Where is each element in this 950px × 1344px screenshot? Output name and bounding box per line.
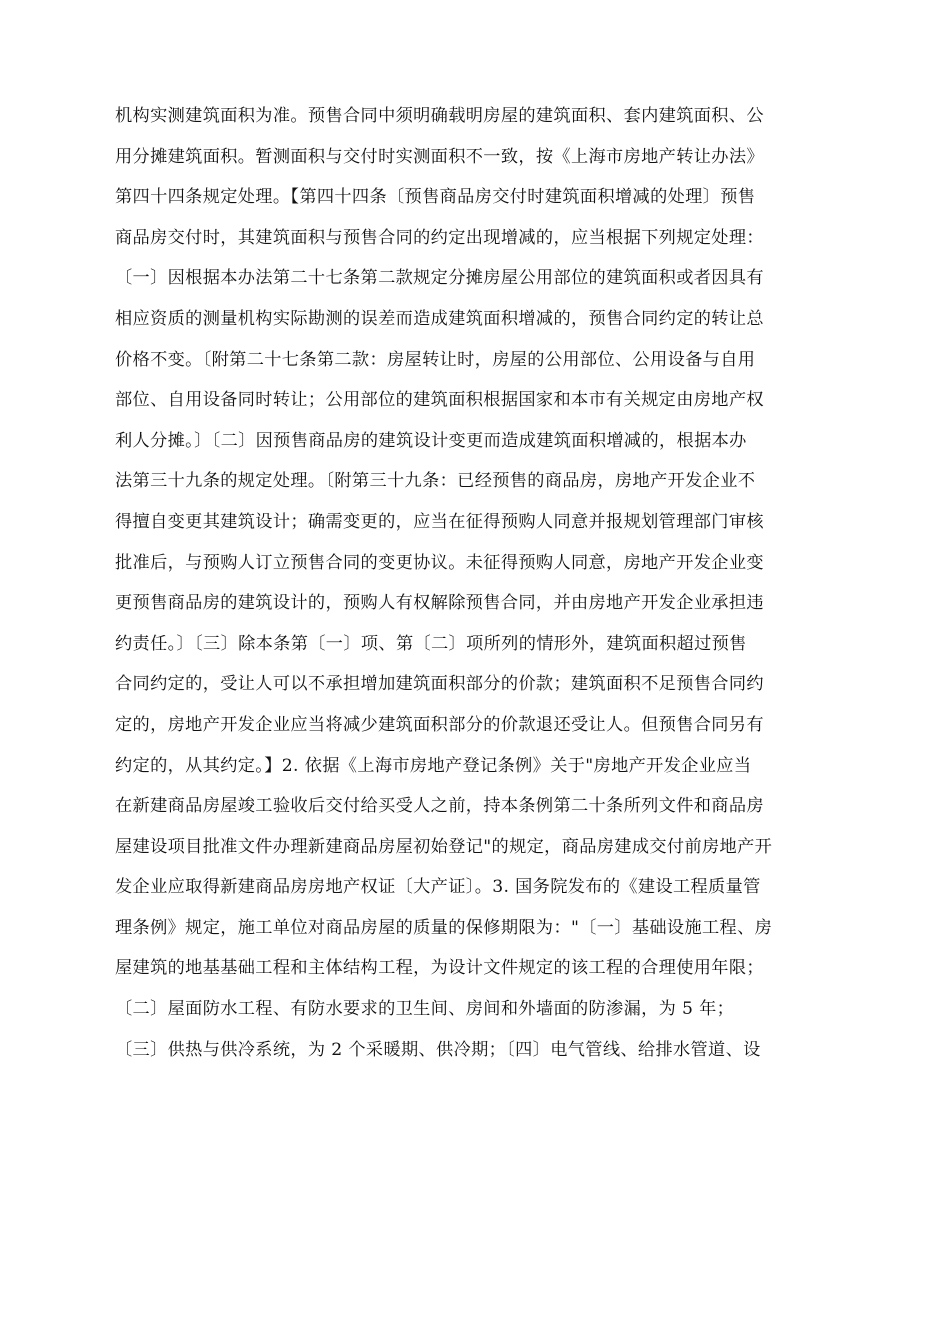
text-line: 批准后，与预购人订立预售合同的变更协议。未征得预购人同意，房地产开发企业变 [115, 552, 764, 573]
text-line: 理条例》规定，施工单位对商品房屋的质量的保修期限为："〔一〕基础设施工程、房 [115, 917, 773, 938]
text-line: 定的，房地产开发企业应当将减少建筑面积部分的价款退还受让人。但预售合同另有 [115, 714, 764, 735]
text-line: 发企业应取得新建商品房房地产权证〔大产证〕。3. 国务院发布的《建设工程质量管 [115, 877, 761, 898]
text-line: 〔三〕供热与供冷系统，为 2 个采暖期、供冷期；〔四〕电气管线、给排水管道、设 [115, 1039, 761, 1060]
text-line: 〔二〕屋面防水工程、有防水要求的卫生间、房间和外墙面的防渗漏，为 5 年； [115, 999, 735, 1020]
text-line: 部位、自用设备同时转让；公用部位的建筑面积根据国家和本市有关规定由房地产权 [115, 390, 764, 411]
text-line: 相应资质的测量机构实际勘测的误差而造成建筑面积增减的，预售合同约定的转让总 [115, 308, 764, 329]
text-line: 更预售商品房的建筑设计的，预购人有权解除预售合同，并由房地产开发企业承担违 [115, 593, 764, 614]
text-line: 〔一〕因根据本办法第二十七条第二款规定分摊房屋公用部位的建筑面积或者因具有 [115, 268, 764, 289]
text-line: 合同约定的，受让人可以不承担增加建筑面积部分的价款；建筑面积不足预售合同约 [115, 674, 764, 695]
text-line: 约责任。〕〔三〕除本条第〔一〕项、第〔二〕项所列的情形外，建筑面积超过预售 [115, 633, 747, 654]
body-text [115, 96, 845, 1070]
text-line: 机构实测建筑面积为准。预售合同中须明确载明房屋的建筑面积、套内建筑面积、公 [115, 106, 764, 126]
text-line: 利人分摊。〕〔二〕因预售商品房的建筑设计变更而造成建筑面积增减的，根据本办 [115, 430, 747, 451]
text-line: 屋建设项目批准文件办理新建商品房屋初始登记"的规定，商品房建成交付前房地产开 [115, 836, 773, 857]
text-line: 约定的，从其约定。】2. 依据《上海市房地产登记条例》关于"房地产开发企业应当 [115, 755, 752, 776]
text-line: 用分摊建筑面积。暂测面积与交付时实测面积不一致，按《上海市房地产转让办法》 [115, 146, 764, 167]
text-line: 第四十四条规定处理。【第四十四条〔预售商品房交付时建筑面积增减的处理〕预售 [115, 187, 756, 208]
text-line: 商品房交付时，其建筑面积与预售合同的约定出现增减的，应当根据下列规定处理： [115, 227, 764, 248]
text-line: 价格不变。〔附第二十七条第二款：房屋转让时，房屋的公用部位、公用设备与自用 [115, 349, 756, 370]
text-line: 屋建筑的地基基础工程和主体结构工程，为设计文件规定的该工程的合理使用年限； [115, 958, 764, 979]
text-line: 得擅自变更其建筑设计；确需变更的，应当在征得预购人同意并报规划管理部门审核 [115, 511, 764, 532]
text-line: 在新建商品房屋竣工验收后交付给买受人之前，持本条例第二十条所列文件和商品房 [115, 796, 764, 817]
text-line: 法第三十九条的规定处理。〔附第三十九条：已经预售的商品房，房地产开发企业不 [115, 471, 756, 492]
